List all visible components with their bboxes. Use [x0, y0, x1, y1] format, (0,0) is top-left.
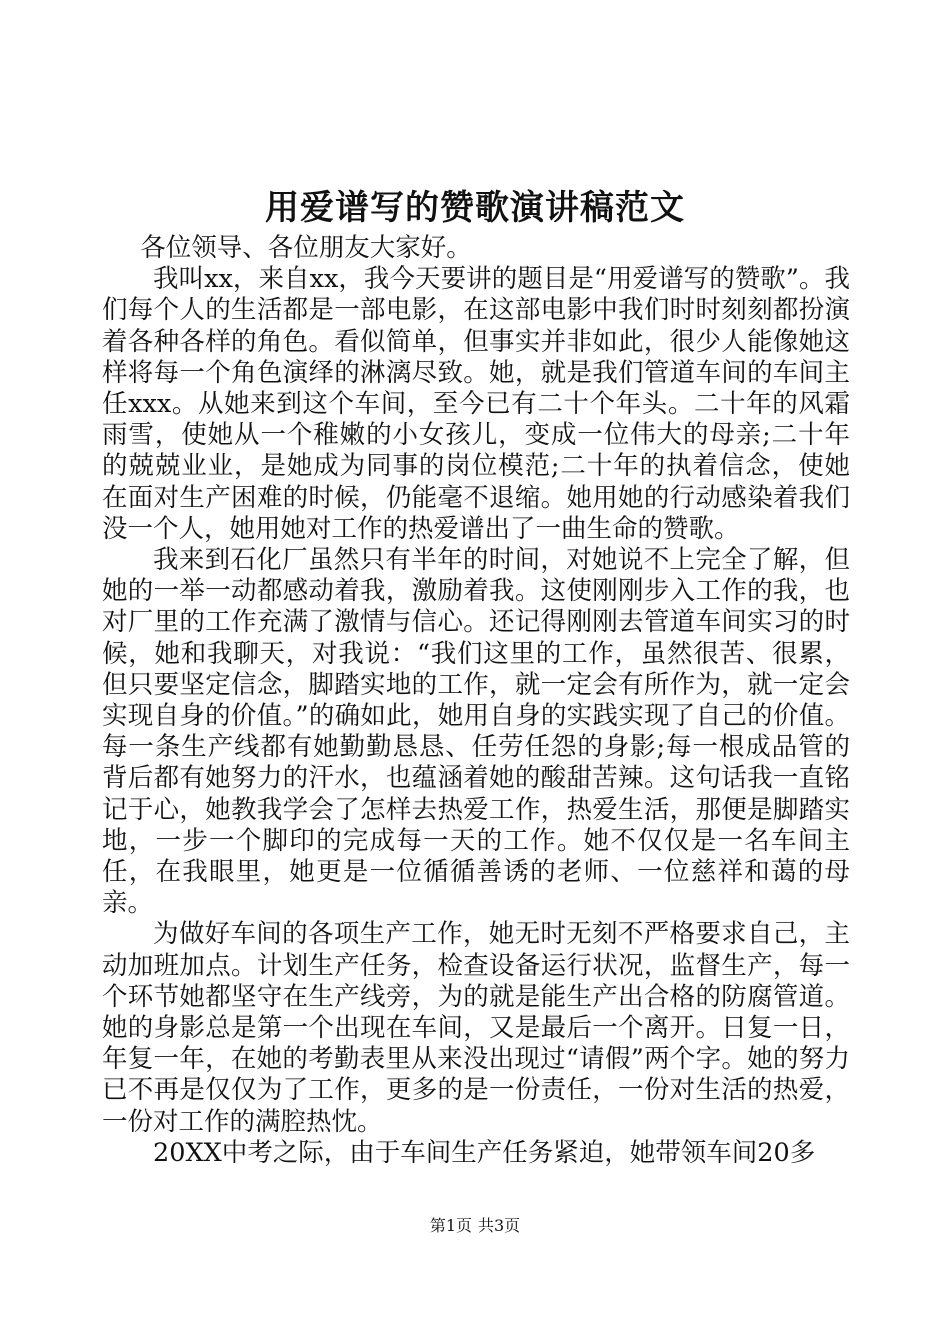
document-title: 用爱谱写的赞歌演讲稿范文	[265, 188, 685, 228]
document-body	[102, 233, 850, 1169]
paragraph-dedication: 为做好车间的各项生产工作，她无时无刻不严格要求自己，主动加班加点。计划生产任务，检查设备运行状况，监督生产，每一个环节她都坚守在生产线旁，为的就是能生产出合格的防腐管道。她的身影总是第一个出现在车间，又是最后一个离开。日复一日，年复一年，在她的考勤表里从来没出现过“请假”两个字。她的努力已不再是仅仅为了工作，更多的是一份责任，一份对生活的热爱，一份对工作的满腔热忱。	[102, 919, 850, 1137]
page-footer	[0, 1214, 950, 1238]
paragraph-continued: 20XX中考之际，由于车间生产任务紧迫，她带领车间20多	[153, 1137, 816, 1168]
page-number: 第1页	[429, 1216, 472, 1235]
page-total: 共3页	[478, 1216, 521, 1235]
paragraph-introduction: 我叫xx，来自xx，我今天要讲的题目是“用爱谱写的赞歌”。我们每个人的生活都是一部电影，在这部电影中我们时时刻刻都扮演着各种各样的角色。看似简单，但事实并非如此，很少人能像她这样将每一个角色演绎的淋漓尽致。她，就是我们管道车间的车间主任xxx。从她来到这个车间，至今已有二十个年头。二十年的风霜雨雪，使她从一个稚嫩的小女孩儿，变成一位伟大的母亲;二十年的兢兢业业，是她成为同事的岗位模范;二十年的执着信念，使她在面对生产困难的时候，仍能毫不退缩。她用她的行动感染着我们没一个人，她用她对工作的热爱谱出了一曲生命的赞歌。	[102, 264, 850, 544]
paragraph-salutation: 各位领导、各位朋友大家好。	[140, 233, 472, 263]
paragraph-impression: 我来到石化厂虽然只有半年的时间，对她说不上完全了解，但她的一举一动都感动着我，激励着我。这使刚刚步入工作的我，也对厂里的工作充满了激情与信心。还记得刚刚去管道车间实习的时候，她和我聊天，对我说：“我们这里的工作，虽然很苦、很累，但只要坚定信念，脚踏实地的工作，就一定会有所作为，就一定会实现自身的价值。”的确如此，她用自身的实践实现了自己的价值。每一条生产线都有她勤勤恳恳、任劳任怨的身影;每一根成品管的背后都有她努力的汗水，也蕴涵着她的酸甜苦辣。这句话我一直铭记于心，她教我学会了怎样去热爱工作，热爱生活，那便是脚踏实地，一步一个脚印的完成每一天的工作。她不仅仅是一名车间主任，在我眼里，她更是一位循循善诱的老师、一位慈祥和蔼的母亲。	[102, 545, 850, 919]
